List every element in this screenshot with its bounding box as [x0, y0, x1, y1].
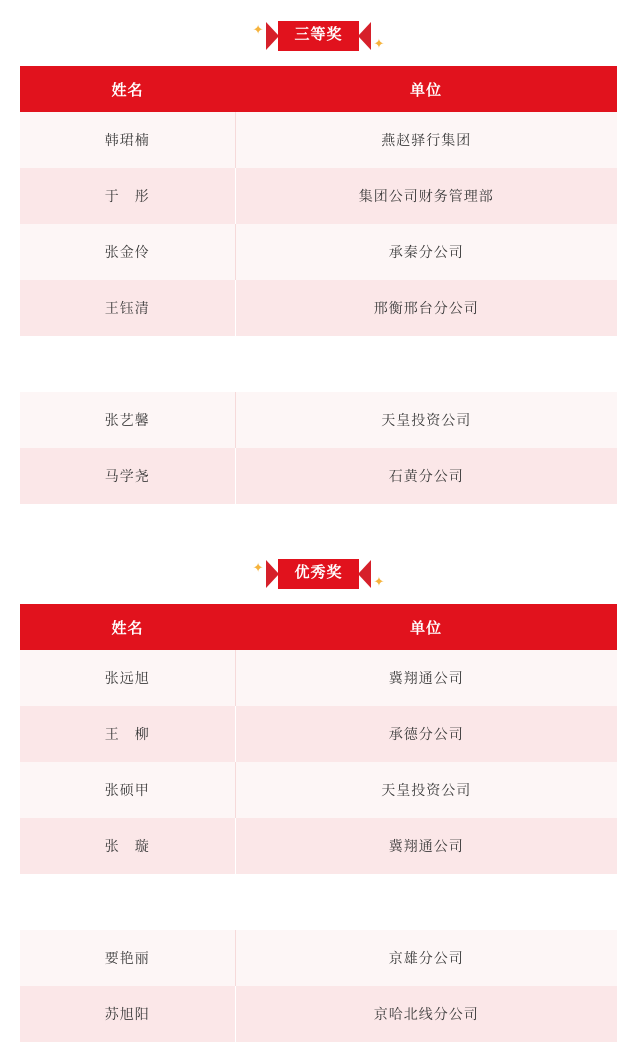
table-row: [20, 930, 617, 986]
sparkle-icon: ✦: [252, 559, 264, 575]
spacer-cell: [20, 336, 235, 392]
column-header-name: 姓名: [20, 604, 235, 650]
cell-unit: 集团公司财务管理部: [235, 168, 617, 224]
award-title: 三等奖: [278, 21, 358, 51]
cell-unit: 京雄分公司: [235, 930, 617, 986]
award-table: [20, 66, 617, 504]
award-banner: [0, 550, 637, 598]
table-row: [20, 818, 617, 874]
award-title: 优秀奖: [278, 559, 358, 589]
award-banner-inner: [250, 559, 388, 589]
cell-name: 苏旭阳: [20, 986, 235, 1042]
cell-unit: 燕赵驿行集团: [235, 112, 617, 168]
cell-name: 韩珺楠: [20, 112, 235, 168]
cell-name: 马学尧: [20, 448, 235, 504]
sparkle-icon: ✦: [373, 35, 385, 51]
table-header-row: [20, 604, 617, 650]
cell-name: 张艺馨: [20, 392, 235, 448]
sparkle-icon: ✦: [252, 21, 264, 37]
ribbon-right-icon: [358, 560, 371, 588]
award-table: [20, 604, 617, 1042]
cell-unit: 天皇投资公司: [235, 392, 617, 448]
table-row: [20, 280, 617, 336]
column-header-unit: 单位: [235, 66, 617, 112]
cell-unit: 冀翔通公司: [235, 818, 617, 874]
column-header-unit: 单位: [235, 604, 617, 650]
table-spacer-row: [20, 336, 617, 392]
table-row: [20, 392, 617, 448]
cell-name: 张远旭: [20, 650, 235, 706]
award-banner: [0, 12, 637, 60]
cell-unit: 承德分公司: [235, 706, 617, 762]
sparkle-icon: ✦: [373, 573, 385, 589]
cell-name: 张 璇: [20, 818, 235, 874]
cell-name: 王钰清: [20, 280, 235, 336]
cell-unit: 天皇投资公司: [235, 762, 617, 818]
spacer-cell: [235, 336, 617, 392]
table-row: [20, 986, 617, 1042]
cell-unit: 承秦分公司: [235, 224, 617, 280]
cell-unit: 京哈北线分公司: [235, 986, 617, 1042]
top-spacer: [0, 0, 637, 12]
table-row: [20, 168, 617, 224]
table-row: [20, 448, 617, 504]
cell-name: 张硕甲: [20, 762, 235, 818]
cell-name: 要艳丽: [20, 930, 235, 986]
cell-unit: 邢衡邢台分公司: [235, 280, 617, 336]
award-banner-inner: [250, 21, 388, 51]
cell-unit: 冀翔通公司: [235, 650, 617, 706]
cell-name: 张金伶: [20, 224, 235, 280]
column-header-name: 姓名: [20, 66, 235, 112]
award-section-third-prize: [0, 12, 637, 504]
table-row: [20, 224, 617, 280]
table-row: [20, 112, 617, 168]
cell-name: 于 彤: [20, 168, 235, 224]
table-row: [20, 706, 617, 762]
section-gap: [0, 504, 637, 550]
table-row: [20, 762, 617, 818]
cell-name: 王 柳: [20, 706, 235, 762]
cell-unit: 石黄分公司: [235, 448, 617, 504]
ribbon-right-icon: [358, 22, 371, 50]
award-section-excellence-prize: [0, 550, 637, 1042]
table-header-row: [20, 66, 617, 112]
table-row: [20, 650, 617, 706]
